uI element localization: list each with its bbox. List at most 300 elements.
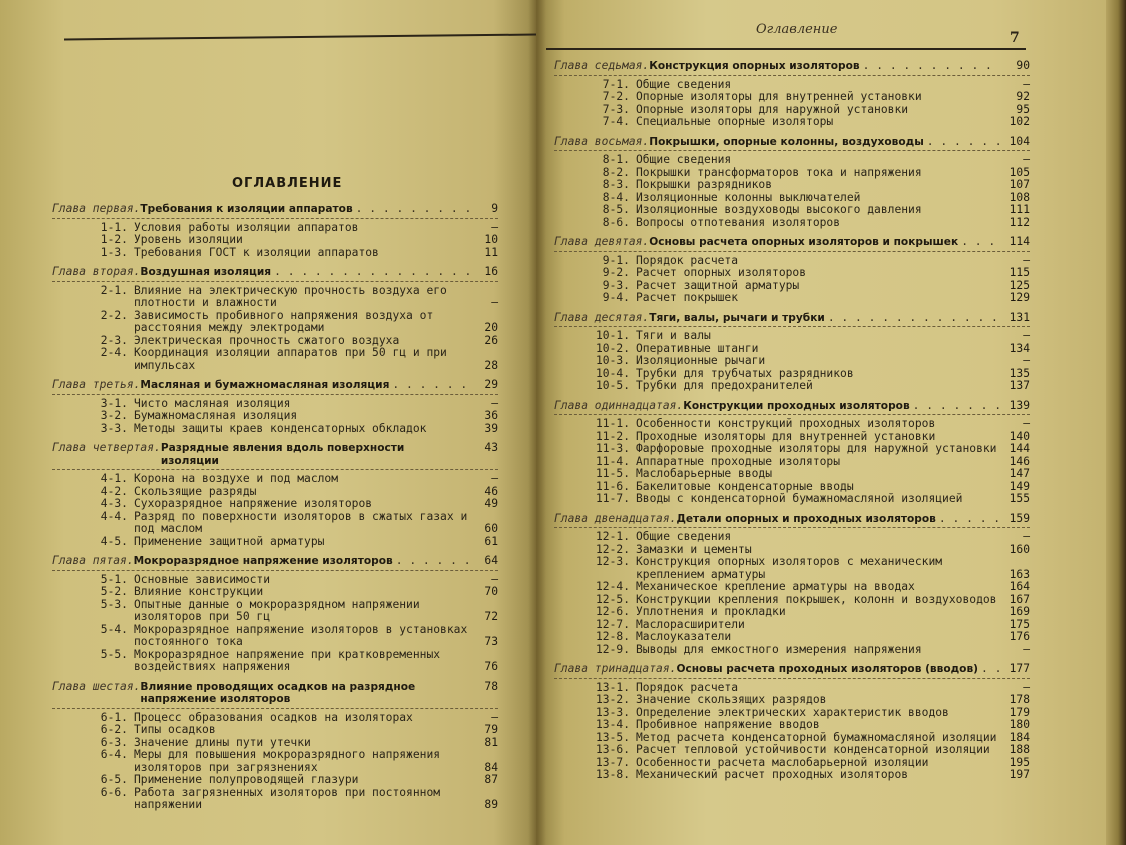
chapter-underline [554, 527, 1030, 528]
toc-section-row [52, 787, 498, 812]
chapter-underline [52, 469, 498, 470]
section-title: Электрическая прочность сжатого воздуха [134, 333, 400, 347]
section-number: 13-7. [595, 755, 630, 769]
toc-section-row [52, 649, 498, 674]
leader-dots [356, 203, 469, 216]
section-number: 12-8. [595, 630, 630, 643]
section-number: 9-2. [602, 266, 630, 279]
toc-section-row [52, 285, 498, 310]
section-page: 46 [484, 484, 498, 498]
toc-section-row [52, 599, 498, 624]
section-number: 7-2. [602, 90, 630, 103]
section-title: Механический расчет проходных изоляторов [636, 768, 909, 781]
section-number: 2-1. [100, 283, 128, 297]
leader-dots [913, 400, 1001, 413]
section-page: 197 [1009, 768, 1030, 781]
section-page: 108 [1009, 190, 1030, 204]
section-title: Уплотнения и прокладки [636, 605, 786, 618]
section-number: 12-4. [595, 580, 630, 593]
toc-section-row [554, 631, 1030, 644]
section-number: 13-5. [595, 730, 630, 744]
section-title: Механическое крепление арматуры на вводах [636, 580, 915, 593]
section-number: 6-4. [100, 748, 128, 761]
section-title: Покрышки трансформаторов тока и напряжения [636, 165, 922, 179]
toc-section-row [554, 443, 1030, 456]
chapter-page: 139 [1009, 398, 1030, 412]
section-page: — [1023, 417, 1030, 430]
section-number: 8-2. [602, 165, 630, 179]
chapter-underline [554, 251, 1030, 252]
section-title: Расчет защитной арматуры [636, 278, 800, 292]
chapter-underline [52, 394, 498, 395]
section-title: Маслорасширители [636, 617, 745, 631]
toc-section-row [554, 355, 1030, 368]
chapter-page: 159 [1009, 511, 1030, 525]
section-title: Зависимость пробивного напряжения воздуха от расстояния между электродами [134, 308, 434, 334]
section-number: 10-4. [595, 366, 630, 380]
section-number: 8-5. [602, 203, 630, 216]
section-number: 12-2. [595, 542, 630, 556]
section-number: 8-3. [602, 178, 630, 191]
chapter-underline [554, 326, 1030, 327]
section-title: Уровень изоляции [134, 233, 243, 246]
section-title: Вопросы отпотевания изоляторов [636, 215, 841, 229]
toc-section-row [554, 556, 1030, 581]
section-number: 4-4. [100, 509, 128, 523]
section-number: 13-8. [595, 768, 630, 781]
section-number: 5-2. [100, 585, 128, 598]
section-page: 134 [1009, 341, 1030, 355]
toc-section-row [554, 719, 1030, 732]
section-title: Применение защитной арматуры [134, 534, 325, 548]
section-number: 6-3. [100, 735, 128, 749]
section-page: 72 [484, 610, 498, 623]
section-number: 6-2. [100, 723, 128, 736]
section-title: Применение полупроводящей глазури [134, 773, 359, 786]
toc-section-row [554, 217, 1030, 230]
section-title: Конструкции крепления покрышек, колонн и воздуховодов [636, 592, 997, 606]
section-title: Расчет тепловой устойчивости конденсаторной изоляции [636, 743, 990, 756]
leader-dots [981, 663, 1001, 676]
section-number: 3-1. [100, 396, 128, 410]
toc-chapter-row [554, 312, 1030, 325]
section-number: 13-3. [595, 705, 630, 719]
section-page: 164 [1009, 580, 1030, 593]
section-page: 81 [484, 735, 498, 749]
section-page: — [491, 472, 498, 485]
section-page: 169 [1009, 605, 1030, 618]
section-page: — [1023, 680, 1030, 694]
section-page: — [1023, 530, 1030, 543]
section-page: 149 [1009, 479, 1030, 493]
section-number: 1-2. [100, 233, 128, 246]
section-page: — [1023, 253, 1030, 267]
section-title: Трубки для трубчатых разрядников [636, 366, 854, 380]
section-title: Бумажномасляная изоляция [134, 409, 298, 422]
section-number: 13-1. [595, 680, 630, 694]
section-page: 115 [1009, 266, 1030, 279]
section-title: Маслобарьерные вводы [636, 467, 773, 480]
section-title: Условия работы изоляции аппаратов [134, 220, 359, 234]
toc-left-column [52, 203, 498, 812]
header-rule-right [546, 48, 1026, 50]
toc-section-row [554, 531, 1030, 544]
chapter-underline [52, 708, 498, 709]
chapter-title: Основы расчета опорных изоляторов и покрышек [649, 236, 959, 248]
toc-section-row [52, 511, 498, 536]
section-number: 13-2. [595, 693, 630, 706]
chapter-title: Мокроразрядное напряжение изоляторов [133, 555, 393, 567]
section-page: 26 [484, 333, 498, 347]
section-title: Скользящие разряды [134, 484, 257, 498]
toc-chapter-row [52, 379, 498, 392]
page-number: 7 [1010, 30, 1020, 46]
section-number: 1-1. [100, 220, 128, 234]
section-number: 11-1. [595, 417, 630, 430]
section-title: Основные зависимости [134, 572, 271, 586]
section-number: 7-3. [602, 102, 630, 116]
chapter-title: Влияние проводящих осадков на разрядное напряжение изоляторов [140, 680, 416, 705]
section-page: 176 [1009, 630, 1030, 643]
toc-section-row [554, 606, 1030, 619]
section-page: 179 [1009, 705, 1030, 719]
toc-section-row [52, 234, 498, 247]
toc-section-row [554, 493, 1030, 506]
chapter-title: Разрядные явления вдоль поверхности изоляции [160, 442, 405, 467]
leader-dots [828, 312, 1001, 325]
section-page: 107 [1009, 178, 1030, 191]
section-title: Мокроразрядное напряжение изоляторов в установках постоянного тока [134, 622, 468, 648]
section-title: Методы защиты краев конденсаторных обкладок [134, 421, 427, 435]
section-page: 188 [1009, 743, 1030, 756]
toc-section-row [52, 347, 498, 372]
toc-section-row [554, 91, 1030, 104]
toc-section-row [554, 644, 1030, 657]
section-title: Особенности расчета маслобарьерной изоляции [636, 755, 929, 769]
toc-section-row [52, 423, 498, 436]
section-page: 178 [1009, 693, 1030, 706]
section-number: 10-2. [595, 341, 630, 355]
toc-title: ОГЛАВЛЕНИЕ [232, 176, 343, 191]
section-page: 167 [1009, 592, 1030, 606]
section-page: 73 [484, 635, 498, 648]
toc-section-row [52, 586, 498, 599]
chapter-title: Тяги, валы, рычаги и трубки [649, 311, 825, 324]
chapter-page: 9 [491, 202, 498, 215]
chapter-label: Глава шестая. [52, 679, 141, 693]
section-number: 10-5. [595, 379, 630, 392]
toc-section-row [554, 204, 1030, 217]
section-page: 20 [484, 321, 498, 334]
chapter-underline [554, 150, 1030, 151]
chapter-label: Глава тринадцатая. [554, 662, 677, 675]
toc-section-row [52, 410, 498, 423]
section-number: 7-1. [602, 77, 630, 91]
section-title: Порядок расчета [636, 253, 739, 267]
toc-chapter-row [52, 266, 498, 279]
section-title: Оперативные штанги [636, 341, 759, 355]
section-number: 9-4. [602, 291, 630, 304]
section-page: — [491, 572, 498, 586]
section-number: 9-1. [602, 253, 630, 267]
section-page: 61 [484, 534, 498, 548]
section-page: 39 [484, 421, 498, 435]
chapter-title: Покрышки, опорные колонны, воздуховоды [649, 135, 924, 148]
section-page: 144 [1009, 442, 1030, 455]
section-title: Значение скользящих разрядов [636, 693, 827, 706]
section-number: 4-3. [100, 497, 128, 510]
chapter-underline [52, 218, 498, 219]
section-number: 4-1. [100, 472, 128, 485]
section-title: Вводы с конденсаторной бумажномасляной изоляцией [636, 492, 963, 505]
chapter-underline [554, 678, 1030, 679]
chapter-label: Глава восьмая. [554, 134, 650, 148]
section-page: 76 [484, 660, 498, 673]
section-number: 12-9. [595, 642, 630, 656]
section-page: — [1023, 354, 1030, 367]
section-page: 112 [1009, 215, 1030, 229]
chapter-label: Глава четвертая. [52, 441, 161, 454]
section-page: 184 [1009, 730, 1030, 744]
section-page: 70 [484, 585, 498, 598]
section-title: Аппаратные проходные изоляторы [636, 454, 841, 468]
section-number: 5-5. [100, 647, 128, 661]
section-title: Общие сведения [636, 77, 732, 91]
section-number: 10-3. [595, 354, 630, 367]
section-title: Опорные изоляторы для внутренней установки [636, 90, 922, 103]
section-page: 84 [484, 760, 498, 774]
chapter-title: Масляная и бумажномасляная изоляция [140, 379, 390, 391]
section-number: 13-4. [595, 718, 630, 731]
toc-chapter-row [554, 236, 1030, 249]
chapter-underline [52, 570, 498, 571]
section-title: Изоляционные рычаги [636, 354, 766, 367]
chapter-page: 16 [484, 265, 498, 278]
section-number: 4-5. [100, 534, 128, 548]
section-number: 4-2. [100, 484, 128, 498]
toc-section-row [52, 624, 498, 649]
toc-chapter-row [554, 513, 1030, 526]
section-title: Общие сведения [636, 530, 732, 543]
section-title: Типы осадков [134, 723, 216, 736]
section-number: 12-7. [595, 617, 630, 631]
chapter-title: Конструкции проходных изоляторов [683, 399, 910, 412]
section-number: 6-1. [100, 710, 128, 724]
section-title: Сухоразрядное напряжение изоляторов [134, 497, 373, 510]
section-number: 3-3. [100, 421, 128, 435]
section-number: 6-6. [100, 785, 128, 799]
section-number: 8-4. [602, 190, 630, 204]
section-number: 11-4. [595, 454, 630, 468]
toc-section-row [52, 749, 498, 774]
toc-section-row [52, 774, 498, 787]
section-page: — [1023, 642, 1030, 656]
chapter-label: Глава девятая. [554, 235, 650, 248]
chapter-page: 90 [1016, 59, 1030, 72]
section-title: Конструкция опорных изоляторов с механическим креплением арматуры [636, 555, 943, 581]
leader-dots [961, 236, 1001, 249]
toc-section-row [554, 380, 1030, 393]
section-number: 7-4. [602, 115, 630, 128]
toc-chapter-row [52, 442, 498, 467]
section-title: Трубки для предохранителей [636, 379, 813, 392]
section-page: 180 [1009, 718, 1030, 731]
section-title: Маслоуказатели [636, 630, 732, 643]
section-title: Требования ГОСТ к изоляции аппаратов [134, 245, 379, 259]
section-title: Особенности конструкций проходных изоляторов [636, 417, 936, 430]
section-number: 11-7. [595, 492, 630, 505]
section-page: 11 [484, 245, 498, 259]
leader-dots [939, 513, 1001, 526]
section-page: 105 [1009, 165, 1030, 179]
book-spine [528, 0, 546, 845]
section-number: 12-6. [595, 605, 630, 618]
section-page: 89 [484, 798, 498, 811]
chapter-underline [554, 414, 1030, 415]
section-page: — [491, 220, 498, 234]
section-page: 102 [1009, 115, 1030, 128]
section-page: 175 [1009, 617, 1030, 631]
toc-section-row [554, 154, 1030, 167]
section-title: Работа загрязненных изоляторов при постоянном напряжении [134, 785, 441, 811]
section-page: 92 [1016, 90, 1030, 103]
toc-section-row [52, 536, 498, 549]
section-title: Изоляционные воздуховоды высокого давления [636, 203, 922, 216]
section-page: — [491, 710, 498, 724]
section-title: Порядок расчета [636, 680, 739, 694]
page-edge [1106, 0, 1126, 845]
section-number: 11-3. [595, 442, 630, 455]
section-number: 5-1. [100, 572, 128, 586]
section-number: 8-1. [602, 153, 630, 166]
section-page: 140 [1009, 429, 1030, 443]
section-title: Тяги и валы [636, 329, 711, 342]
section-number: 8-6. [602, 215, 630, 229]
section-page: 87 [484, 773, 498, 786]
chapter-page: 104 [1009, 134, 1030, 148]
section-title: Покрышки разрядников [636, 178, 773, 191]
section-page: 95 [1016, 102, 1030, 116]
chapter-page: 131 [1009, 310, 1030, 324]
toc-section-row [554, 468, 1030, 481]
section-page: 195 [1009, 755, 1030, 769]
section-page: 28 [484, 358, 498, 372]
section-page: 155 [1009, 492, 1030, 505]
section-title: Меры для повышения мокроразрядного напряжения изоляторов при загрязнениях [134, 748, 441, 774]
toc-chapter-row [52, 681, 498, 706]
toc-section-row [554, 769, 1030, 782]
toc-chapter-row [52, 555, 498, 568]
section-page: 163 [1009, 567, 1030, 581]
chapter-label: Глава десятая. [554, 310, 650, 324]
toc-section-row [554, 744, 1030, 757]
section-title: Расчет опорных изоляторов [636, 266, 807, 279]
section-page: 111 [1009, 203, 1030, 216]
section-number: 6-5. [100, 773, 128, 786]
section-number: 9-3. [602, 278, 630, 292]
chapter-label: Глава вторая. [52, 265, 141, 278]
chapter-label: Глава седьмая. [554, 59, 650, 72]
section-title: Специальные опорные изоляторы [636, 115, 834, 128]
section-number: 2-4. [100, 346, 128, 359]
chapter-page: 29 [484, 378, 498, 391]
toc-section-row [554, 116, 1030, 129]
section-page: 147 [1009, 467, 1030, 480]
section-page: 10 [484, 233, 498, 246]
section-page: 135 [1009, 366, 1030, 380]
section-page: — [1023, 77, 1030, 91]
section-title: Опытные данные о мокроразрядном напряжении изоляторов при 50 гц [134, 597, 420, 623]
chapter-title: Воздушная изоляция [140, 266, 272, 278]
section-title: Процесс образования осадков на изоляторах [134, 710, 413, 724]
leader-dots [927, 136, 1001, 149]
section-number: 2-2. [100, 308, 128, 322]
toc-right-column [554, 60, 1030, 782]
section-title: Опорные изоляторы для наружной установки [636, 102, 909, 116]
section-number: 13-6. [595, 743, 630, 756]
section-page: 125 [1009, 278, 1030, 292]
section-title: Влияние конструкции [134, 585, 264, 598]
section-page: 146 [1009, 454, 1030, 468]
section-title: Чисто масляная изоляция [134, 396, 291, 410]
section-number: 2-3. [100, 333, 128, 347]
chapter-page: 43 [484, 441, 498, 454]
leader-dots [274, 266, 469, 279]
section-page: 60 [484, 522, 498, 535]
section-title: Влияние на электрическую прочность воздуха его плотности и влажности [134, 283, 447, 309]
chapter-label: Глава пятая. [52, 554, 134, 567]
toc-section-row [52, 724, 498, 737]
leader-dots [396, 555, 469, 568]
section-title: Общие сведения [636, 153, 732, 166]
section-number: 12-3. [595, 555, 630, 568]
section-number: 12-1. [595, 530, 630, 543]
section-title: Разряд по поверхности изоляторов в сжатых газах и под маслом [134, 509, 468, 535]
section-number: 3-2. [100, 409, 128, 422]
section-number: 10-1. [595, 329, 630, 342]
section-page: 160 [1009, 542, 1030, 556]
toc-section-row [554, 581, 1030, 594]
section-title: Пробивное напряжение вводов [636, 718, 820, 731]
chapter-label: Глава первая. [52, 202, 141, 215]
toc-section-row [554, 179, 1030, 192]
section-title: Проходные изоляторы для внутренней установки [636, 429, 936, 443]
chapter-label: Глава одиннадцатая. [554, 398, 684, 412]
section-title: Замазки и цементы [636, 542, 752, 556]
toc-section-row [554, 330, 1030, 343]
section-page: — [1023, 153, 1030, 166]
toc-section-row [52, 310, 498, 335]
chapter-title: Детали опорных и проходных изоляторов [676, 512, 936, 525]
toc-chapter-row [554, 60, 1030, 73]
chapter-underline [52, 281, 498, 282]
toc-chapter-row [554, 663, 1030, 676]
toc-section-row [554, 292, 1030, 305]
chapter-page: 78 [484, 679, 498, 693]
toc-section-row [554, 694, 1030, 707]
section-title: Изоляционные колонны выключателей [636, 190, 861, 204]
chapter-page: 64 [484, 554, 498, 567]
chapter-label: Глава двенадцатая. [554, 511, 677, 525]
section-page: — [491, 396, 498, 410]
section-title: Метод расчета конденсаторной бумажномасляной изоляции [636, 730, 997, 744]
section-page: 137 [1009, 379, 1030, 392]
section-title: Выводы для емкостного измерения напряжения [636, 642, 922, 656]
toc-chapter-row [554, 400, 1030, 413]
section-number: 1-3. [100, 245, 128, 259]
section-number: 5-4. [100, 622, 128, 636]
section-page: — [1023, 329, 1030, 342]
